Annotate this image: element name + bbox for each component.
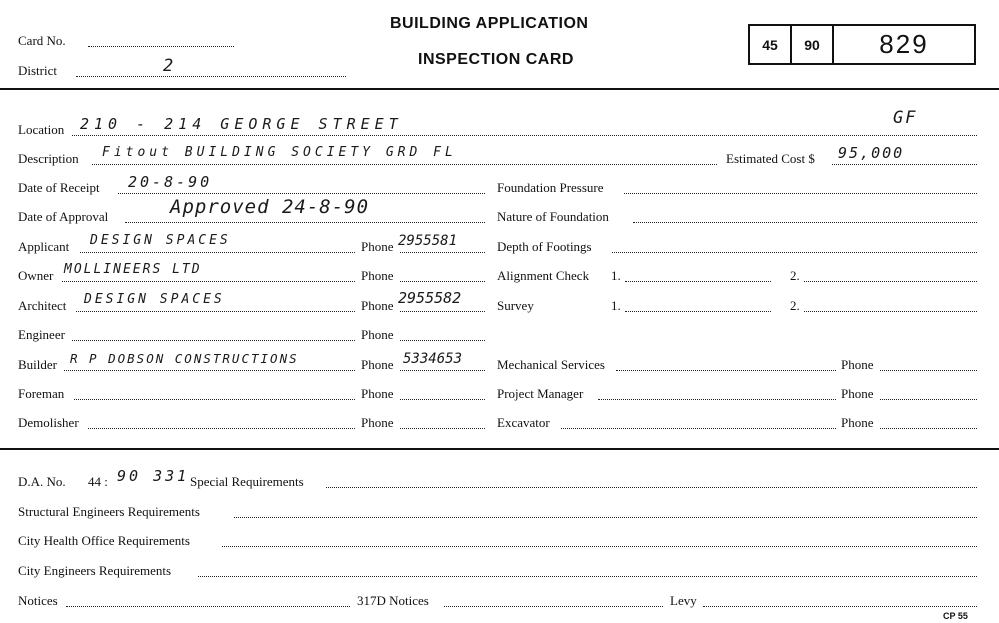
district-label: District xyxy=(18,63,57,78)
estimated-cost-field[interactable] xyxy=(832,164,977,165)
description-value: Fitout BUILDING SOCIETY GRD FL xyxy=(102,145,457,160)
district-field[interactable] xyxy=(76,76,346,77)
survey-label: Survey xyxy=(497,298,534,313)
estimated-cost-label: Estimated Cost $ xyxy=(726,151,815,166)
applicant-label: Applicant xyxy=(18,239,70,254)
notices-label: Notices xyxy=(18,593,58,608)
alignment-check-label: Alignment Check xyxy=(497,268,590,283)
special-requirements-label: Special Requirements xyxy=(190,474,304,489)
health-requirements-label: City Health Office Requirements xyxy=(18,533,190,548)
location-label: Location xyxy=(18,122,65,137)
foreman-phone-field[interactable] xyxy=(400,399,485,400)
estimated-cost-value: 95,000 xyxy=(838,144,905,162)
architect-phone-field[interactable] xyxy=(400,311,485,312)
structural-requirements-field[interactable] xyxy=(234,517,977,518)
demolisher-field[interactable] xyxy=(88,428,355,429)
alignment-field-2[interactable] xyxy=(804,281,977,282)
city-engineers-label: City Engineers Requirements xyxy=(18,563,172,578)
owner-label: Owner xyxy=(18,268,54,283)
mechanical-field[interactable] xyxy=(616,370,836,371)
location-field[interactable] xyxy=(72,135,977,136)
engineer-phone-label: Phone xyxy=(361,327,394,342)
nature-foundation-field[interactable] xyxy=(633,222,977,223)
excavator-field[interactable] xyxy=(561,428,836,429)
da-number-value: 90 331 xyxy=(117,467,190,485)
box-card-number-text: 829 xyxy=(879,29,929,59)
title-line-1: BUILDING APPLICATION xyxy=(390,15,589,32)
depth-footings-label: Depth of Footings xyxy=(497,239,592,254)
box-code-b-text: 90 xyxy=(804,36,820,53)
box-card-number xyxy=(832,24,976,65)
da-prefix: 44 : xyxy=(88,474,108,489)
structural-requirements-label: Structural Engineers Requirements xyxy=(18,504,200,519)
foreman-label: Foreman xyxy=(18,386,65,401)
nature-foundation-label: Nature of Foundation xyxy=(497,209,609,224)
approval-value: Approved 24-8-90 xyxy=(170,196,370,218)
engineer-phone-field[interactable] xyxy=(400,340,485,341)
levy-label: Levy xyxy=(670,593,697,608)
owner-field[interactable] xyxy=(62,281,355,282)
title-line-2: INSPECTION CARD xyxy=(418,51,574,68)
engineer-field[interactable] xyxy=(72,340,355,341)
mechanical-phone-field[interactable] xyxy=(880,370,977,371)
divider-top xyxy=(0,88,999,90)
receipt-value: 20-8-90 xyxy=(128,173,213,191)
special-requirements-field[interactable] xyxy=(326,487,977,488)
district-value: 2 xyxy=(163,56,176,76)
location-value: 210 - 214 GEORGE STREET xyxy=(80,115,403,133)
description-field[interactable] xyxy=(92,164,717,165)
box-code-a-text: 45 xyxy=(762,36,778,53)
architect-label: Architect xyxy=(18,298,67,313)
applicant-phone-field[interactable] xyxy=(400,252,485,253)
project-manager-phone-label: Phone xyxy=(841,386,874,401)
divider-middle xyxy=(0,448,999,450)
excavator-phone-field[interactable] xyxy=(880,428,977,429)
box-code-b xyxy=(790,24,834,65)
engineer-label: Engineer xyxy=(18,327,65,342)
form-code: CP 55 xyxy=(943,611,968,621)
receipt-field[interactable] xyxy=(118,193,485,194)
notices-317d-label: 317D Notices xyxy=(357,593,429,608)
architect-phone-value: 2955582 xyxy=(398,289,462,307)
depth-footings-field[interactable] xyxy=(612,252,977,253)
builder-phone-label: Phone xyxy=(361,357,394,372)
demolisher-phone-label: Phone xyxy=(361,415,394,430)
excavator-label: Excavator xyxy=(497,415,550,430)
receipt-label: Date of Receipt xyxy=(18,180,100,195)
survey-num-1: 1. xyxy=(611,298,621,313)
survey-field-2[interactable] xyxy=(804,311,977,312)
foreman-phone-label: Phone xyxy=(361,386,394,401)
applicant-phone-label: Phone xyxy=(361,239,394,254)
box-code-a xyxy=(748,24,792,65)
approval-label: Date of Approval xyxy=(18,209,109,224)
builder-label: Builder xyxy=(18,357,57,372)
alignment-field-1[interactable] xyxy=(625,281,771,282)
survey-field-1[interactable] xyxy=(625,311,771,312)
builder-value: R P DOBSON CONSTRUCTIONS xyxy=(70,351,299,366)
survey-num-2: 2. xyxy=(790,298,800,313)
card-no-label: Card No. xyxy=(18,33,66,48)
project-manager-label: Project Manager xyxy=(497,386,584,401)
owner-phone-field[interactable] xyxy=(400,281,485,282)
notices-field[interactable] xyxy=(66,606,350,607)
foundation-pressure-label: Foundation Pressure xyxy=(497,180,604,195)
city-engineers-field[interactable] xyxy=(198,576,977,577)
owner-phone-label: Phone xyxy=(361,268,394,283)
alignment-num-1: 1. xyxy=(611,268,621,283)
location-note: GF xyxy=(893,108,918,128)
approval-field[interactable] xyxy=(125,222,485,223)
project-manager-phone-field[interactable] xyxy=(880,399,977,400)
mechanical-label: Mechanical Services xyxy=(497,357,605,372)
foundation-pressure-field[interactable] xyxy=(624,193,977,194)
levy-field[interactable] xyxy=(703,606,977,607)
mechanical-phone-label: Phone xyxy=(841,357,874,372)
excavator-phone-label: Phone xyxy=(841,415,874,430)
builder-phone-field[interactable] xyxy=(400,370,485,371)
architect-field[interactable] xyxy=(76,311,355,312)
architect-value: DESIGN SPACES xyxy=(84,292,225,307)
applicant-phone-value: 2955581 xyxy=(398,233,458,249)
applicant-value: DESIGN SPACES xyxy=(90,233,231,248)
builder-phone-value: 5334653 xyxy=(403,351,463,367)
demolisher-label: Demolisher xyxy=(18,415,79,430)
description-label: Description xyxy=(18,151,79,166)
architect-phone-label: Phone xyxy=(361,298,394,313)
applicant-field[interactable] xyxy=(80,252,355,253)
project-manager-field[interactable] xyxy=(598,399,836,400)
health-requirements-field[interactable] xyxy=(222,546,977,547)
builder-field[interactable] xyxy=(64,370,355,371)
demolisher-phone-field[interactable] xyxy=(400,428,485,429)
foreman-field[interactable] xyxy=(74,399,355,400)
owner-value: MOLLINEERS LTD xyxy=(64,262,202,277)
da-no-label: D.A. No. xyxy=(18,474,66,489)
notices-317d-field[interactable] xyxy=(444,606,663,607)
alignment-num-2: 2. xyxy=(790,268,800,283)
card-no-field[interactable] xyxy=(88,46,234,47)
